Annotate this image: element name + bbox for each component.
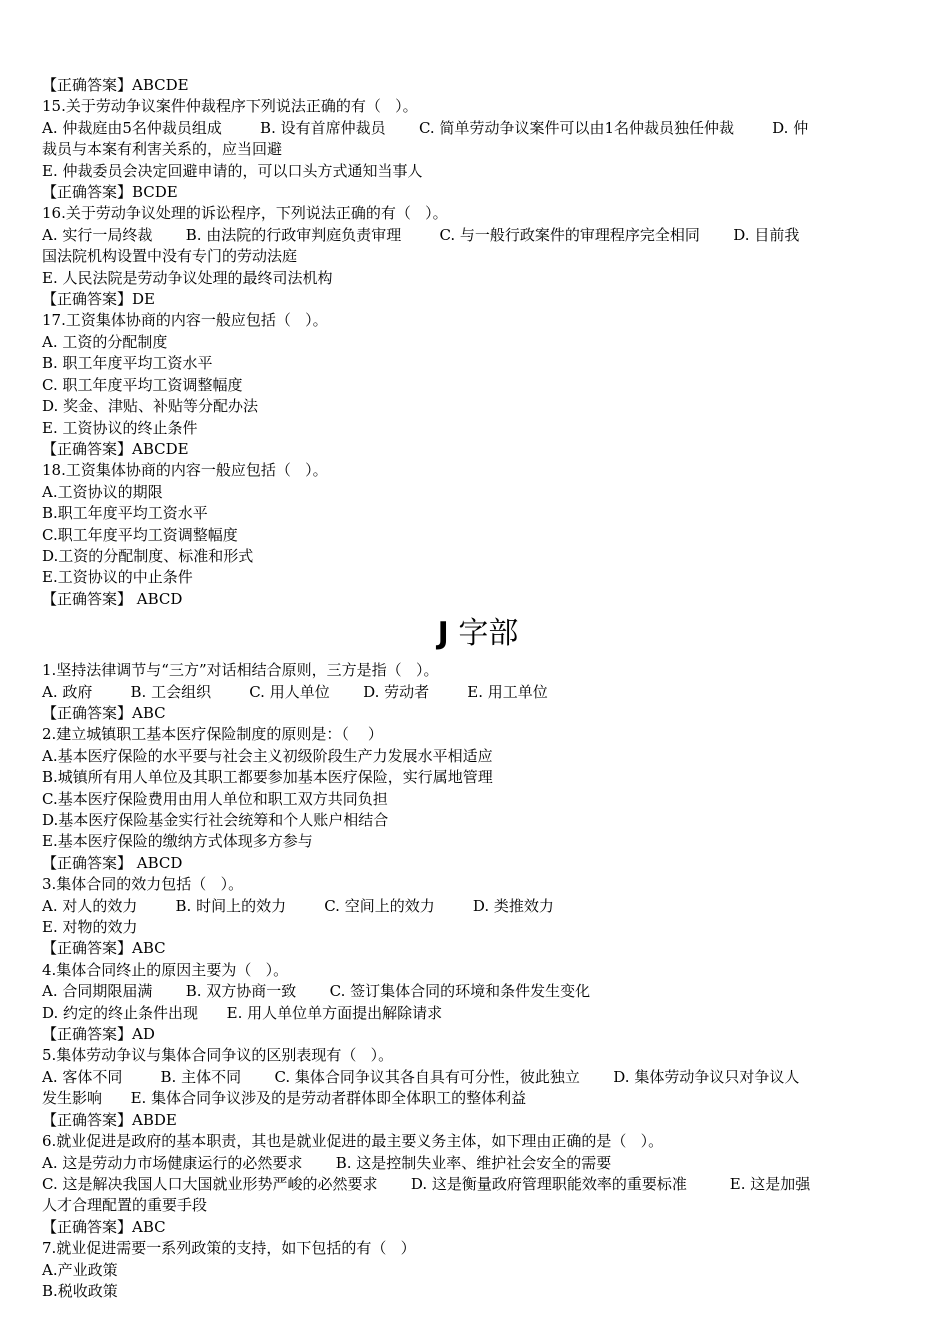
text-line: A. 政府 B. 工会组织 C. 用人单位 D. 劳动者 E. 用工单位	[42, 682, 548, 701]
text-line: E. 人民法院是劳动争议处理的最终司法机构	[42, 268, 333, 287]
text-line: 【正确答案】ABC	[42, 703, 166, 722]
text-line: D.工资的分配制度、标准和形式	[42, 546, 254, 565]
text-line: B.城镇所有用人单位及其职工都要参加基本医疗保险，实行属地管理	[42, 768, 493, 787]
text-line: 发生影响 E. 集体合同争议涉及的是劳动者群体即全体职工的整体利益	[42, 1089, 527, 1108]
text-line: A. 这是劳动力市场健康运行的必然要求 B. 这是控制失业率、维护社会安全的需要	[42, 1153, 612, 1172]
text-line: 【正确答案】 ABCD	[42, 589, 183, 608]
text-line: A.基本医疗保险的水平要与社会主义初级阶段生产力发展水平相适应	[42, 746, 493, 765]
text-line: 4.集体合同终止的原因主要为（ ）。	[42, 960, 289, 979]
text-line: B.职工年度平均工资水平	[42, 504, 208, 523]
questions-block-previous	[42, 75, 914, 610]
text-line: D.基本医疗保险基金实行社会统筹和个人账户相结合	[42, 811, 389, 829]
text-line: 【正确答案】BCDE	[42, 183, 178, 202]
text-line: 【正确答案】ABCDE	[42, 76, 189, 94]
text-line: C.基本医疗保险费用由用人单位和职工双方共同负担	[42, 789, 388, 808]
text-line: 【正确答案】 ABCD	[42, 853, 183, 872]
text-line: E. 工资协议的终止条件	[42, 418, 198, 437]
text-line: 【正确答案】ABC	[42, 1217, 166, 1236]
text-line: 【正确答案】AD	[42, 1025, 155, 1044]
text-line: 【正确答案】DE	[42, 290, 155, 309]
text-line: 1.坚持法律调节与“三方”对话相结合原则，三方是指（ ）。	[42, 661, 439, 680]
text-line: A.工资协议的期限	[42, 482, 163, 501]
text-line: 【正确答案】ABCDE	[42, 439, 189, 458]
text-line: 人才合理配置的重要手段	[42, 1196, 208, 1215]
text-line: 国法院机构设置中没有专门的劳动法庭	[42, 247, 298, 266]
text-line: A. 实行一局终裁 B. 由法院的行政审判庭负责审理 C. 与一般行政案件的审理程序完全相同 D. 目前我	[42, 225, 800, 244]
text-line: B. 职工年度平均工资水平	[42, 354, 213, 373]
text-line: A.产业政策	[42, 1260, 118, 1279]
text-line: D. 奖金、津贴、补贴等分配办法	[42, 397, 259, 416]
text-line: A. 仲裁庭由5名仲裁员组成 B. 设有首席仲裁员 C. 简单劳动争议案件可以由1名仲裁员独任仲裁 D. 仲	[42, 118, 809, 137]
text-line: 18.工资集体协商的内容一般应包括（ ）。	[42, 461, 328, 480]
text-line: 15.关于劳动争议案件仲裁程序下列说法正确的有（ ）。	[42, 97, 418, 116]
questions-block-j	[42, 660, 914, 1302]
text-line: 2.建立城镇职工基本医疗保险制度的原则是：（ ）	[42, 725, 383, 744]
text-line: C. 职工年度平均工资调整幅度	[42, 375, 243, 394]
text-line: A. 对人的效力 B. 时间上的效力 C. 空间上的效力 D. 类推效力	[42, 896, 554, 915]
text-line: E.基本医疗保险的缴纳方式体现多方参与	[42, 832, 313, 851]
text-line: A. 工资的分配制度	[42, 332, 168, 351]
text-line: B.税收政策	[42, 1281, 118, 1300]
text-line: A. 客体不同 B. 主体不同 C. 集体合同争议其各自具有可分性，彼此独立 D. 集体劳动争议只对争议人	[42, 1067, 800, 1086]
document-page	[42, 75, 914, 1302]
text-line: 16.关于劳动争议处理的诉讼程序，下列说法正确的有（ ）。	[42, 204, 448, 223]
text-line: A. 合同期限届满 B. 双方协商一致 C. 签订集体合同的环境和条件发生变化	[42, 982, 591, 1001]
text-line: 5.集体劳动争议与集体合同争议的区别表现有（ ）。	[42, 1046, 394, 1065]
text-line: 裁员与本案有利害关系的，应当回避	[42, 140, 283, 159]
text-line: 6.就业促进是政府的基本职责，其也是就业促进的最主要义务主体，如下理由正确的是（ ）。	[42, 1132, 664, 1151]
text-line: E.工资协议的中止条件	[42, 568, 193, 587]
text-line: 17.工资集体协商的内容一般应包括（ ）。	[42, 311, 328, 330]
text-line: E. 对物的效力	[42, 918, 138, 937]
text-line: D. 约定的终止条件出现 E. 用人单位单方面提出解除请求	[42, 1003, 443, 1022]
text-line: 3.集体合同的效力包括（ ）。	[42, 875, 244, 894]
text-line: 7.就业促进需要一系列政策的支持，如下包括的有（ ）	[42, 1239, 416, 1258]
text-line: C.职工年度平均工资调整幅度	[42, 525, 238, 544]
text-line: E. 仲裁委员会决定回避申请的，可以口头方式通知当事人	[42, 161, 423, 180]
section-heading-j	[42, 612, 914, 656]
text-line: 【正确答案】ABC	[42, 939, 166, 958]
text-line: C. 这是解决我国人口大国就业形势严峻的必然要求 D. 这是衡量政府管理职能效率的重要标准 E. 这是加强	[42, 1174, 811, 1193]
section-heading-text: 字部	[448, 616, 519, 652]
section-heading-letter: J	[437, 616, 449, 652]
text-line: 【正确答案】ABDE	[42, 1110, 177, 1129]
